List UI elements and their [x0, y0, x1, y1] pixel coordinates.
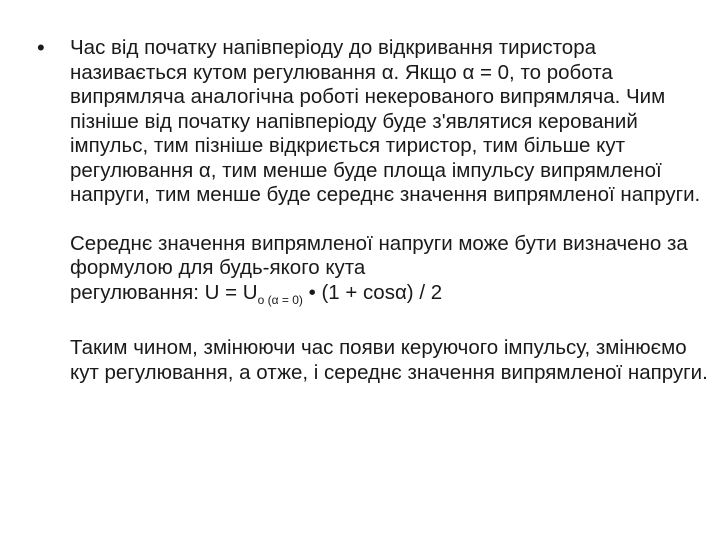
formula-line: [70, 281, 710, 313]
paragraph-formula: [70, 232, 710, 313]
slide-body: [70, 36, 710, 385]
paragraph-conclusion: Таким чином, змінюючи час появи керуючого імпульсу, змінюємо кут регулювання, а отже, і середнє значення випрямленої напруги.: [70, 336, 708, 384]
formula-prefix: регулювання: U = U: [70, 280, 258, 304]
formula-suffix: • (1 + cosα) / 2: [302, 280, 443, 304]
paragraph-definition: Час від початку напівперіоду до відкривання тиристора називається кутом регулювання α. Якщо α = 0, то робота випрямляча аналогічна роботі некерованого випрямляча. Чим пізніше від початку напівперіоду буде з'являтися керований імпульс, тим пізніше відкриється тиристор, тим більше кут регулювання α, тим менше буде площа імпульсу випрямленої напруги, тим менше буде середнє значення випрямленої напруги.: [70, 36, 701, 206]
bullet-marker: •: [37, 35, 45, 60]
formula-subscript: o (α = 0): [257, 292, 303, 307]
formula-intro: Середнє значення випрямленої напруги може бути визначено за формулою для будь-якого кута: [70, 231, 688, 279]
